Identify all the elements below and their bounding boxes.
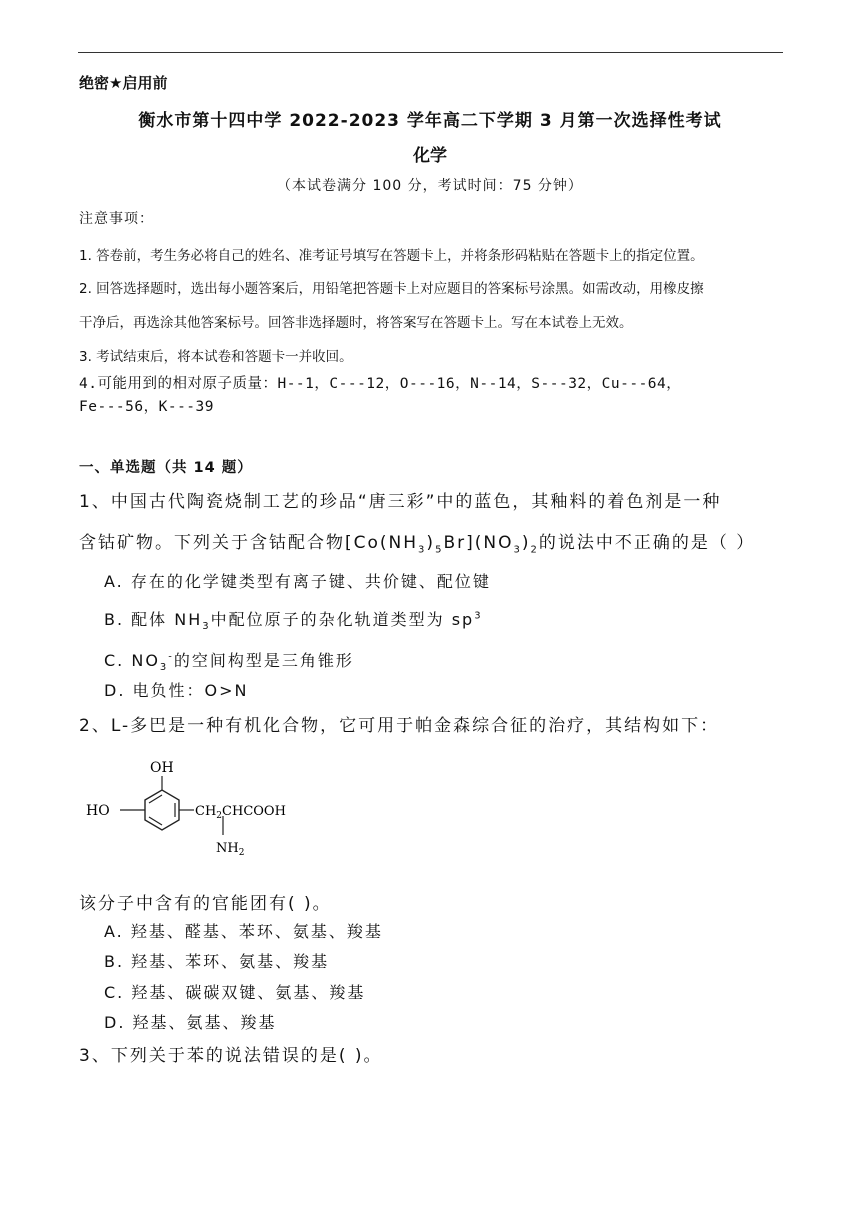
q1-option-a: A. 存在的化学键类型有离子键、共价键、配位键 [104, 572, 491, 591]
exam-title: 衡水市第十四中学 2022-2023 学年高二下学期 3 月第一次选择性考试 [138, 111, 722, 131]
confidential-mark: 绝密★启用前 [79, 74, 168, 92]
note-item: 2. 回答选择题时，选出每小题答案后，用铅笔把答题卡上对应题目的答案标号涂黑。如需改动，用橡皮擦 [79, 281, 704, 297]
subject-title: 化学 [413, 146, 447, 166]
note-item: 4.可能用到的相对原子质量：H--1，C---12，O---16，N--14，S---32，Cu---64， [79, 376, 682, 392]
question-1-line2: 含钴矿物。下列关于含钴配合物$[Co(NH_3)_5Br](NO_3)_2$的说法中不正确的是（ ） [79, 533, 756, 556]
section-heading: 一、单选题（共 14 题） [79, 460, 253, 476]
amino-label: $NH_2$ [216, 841, 245, 858]
note-item: Fe---56，K---39 [79, 399, 214, 415]
q2-option-a: A. 羟基、醛基、苯环、氨基、羧基 [104, 922, 383, 941]
question-1-line1: 1、中国古代陶瓷烧制工艺的珍品“唐三彩”中的蓝色，其釉料的着色剂是一种 [79, 492, 722, 512]
side-chain-label: $CH_2CHCOOH$ [195, 804, 286, 821]
oh-top-label: OH [150, 760, 174, 776]
q2-option-c: C. 羟基、碳碳双键、氨基、羧基 [104, 983, 366, 1002]
question-2-stem: 2、L-多巴是一种有机化合物，它可用于帕金森综合征的治疗，其结构如下： [79, 716, 720, 736]
q1-option-c: C. $NO_3^-$的空间构型是三角锥形 [104, 651, 354, 674]
notes-heading: 注意事项： [79, 211, 154, 227]
q2-option-b: B. 羟基、苯环、氨基、羧基 [104, 952, 330, 971]
q2-option-d: D. 羟基、氨基、羧基 [104, 1013, 277, 1032]
question-2-prompt: 该分子中含有的官能团有( )。 [79, 894, 332, 914]
q1-option-d: D. 电负性：O>N [104, 681, 249, 700]
l-dopa-structure [82, 758, 312, 868]
note-item: 3. 考试结束后，将本试卷和答题卡一并收回。 [79, 349, 353, 365]
ho-left-label: HO [86, 803, 110, 819]
note-item: 干净后，再选涂其他答案标号。回答非选择题时，将答案写在答题卡上。写在本试卷上无效。 [79, 315, 633, 331]
note-item: 1. 答卷前，考生务必将自己的姓名、准考证号填写在答题卡上，并将条形码粘贴在答题卡上的指定位置。 [79, 248, 704, 264]
top-rule [78, 52, 783, 53]
q1-option-b: B. 配体 $NH_3$中配位原子的杂化轨道类型为 $sp^3$ [104, 610, 483, 633]
exam-meta: （本试卷满分 100 分，考试时间：75 分钟） [277, 178, 583, 194]
question-3-stem: 3、下列关于苯的说法错误的是( )。 [79, 1046, 383, 1066]
